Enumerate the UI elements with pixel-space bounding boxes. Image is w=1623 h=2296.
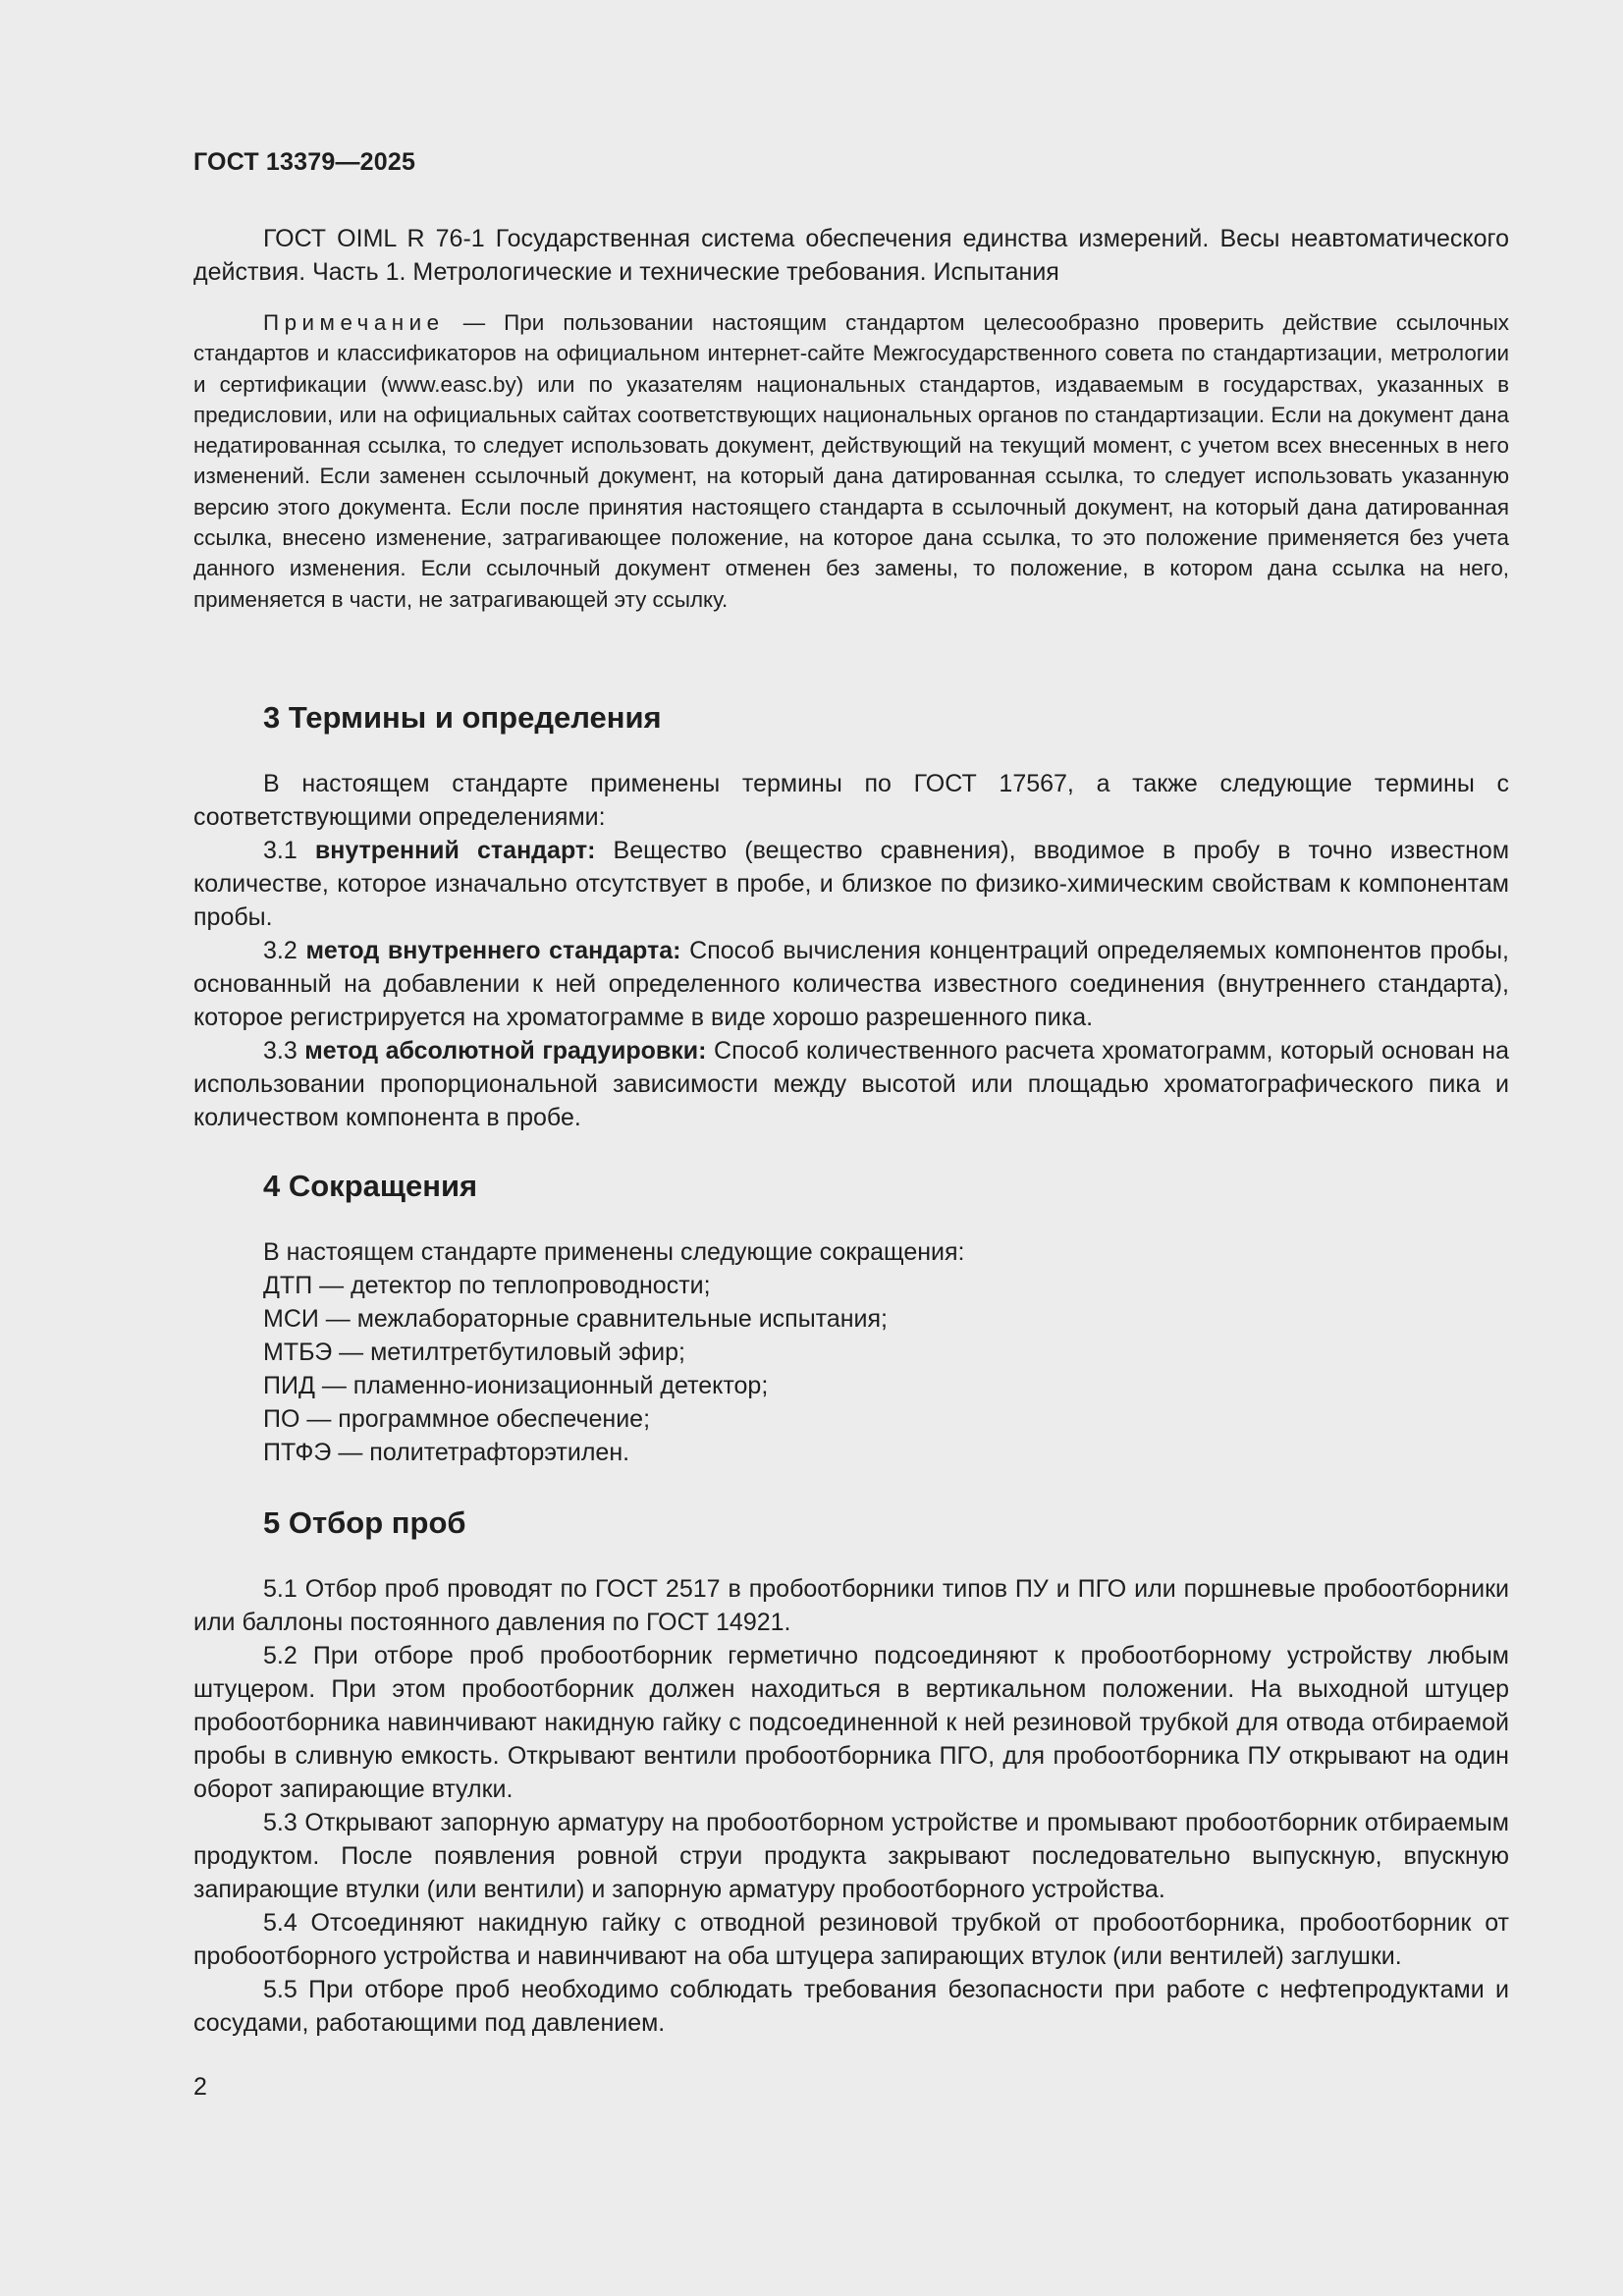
section-5-title: 5 Отбор проб — [263, 1505, 466, 1540]
note-label: Примечание — [263, 310, 445, 335]
abbreviation-item: ПО — программное обеспечение; — [263, 1405, 651, 1433]
page-number: 2 — [193, 2073, 207, 2101]
term-definition — [193, 834, 1509, 934]
clause-paragraph: 5.3 Открывают запорную арматуру на пробоотборном устройстве и промывают пробоотборник отбираемым продуктом. После появления ровной струи продукта закрывают последовательно выпускную, впускную запирающие втулки (или вентили) и запорную арматуру пробоотборного устройства. — [193, 1809, 1509, 1903]
section-3-intro: В настоящем стандарте применены термины по ГОСТ 17567, а также следующие термины с соответствующими определениями: — [193, 770, 1509, 831]
abbreviation-item: ПТФЭ — политетрафторэтилен. — [263, 1439, 630, 1466]
term-definition — [193, 1034, 1509, 1134]
document-header: ГОСТ 13379—2025 — [193, 148, 416, 176]
reference-block — [193, 222, 1509, 289]
section-4-title: 4 Сокращения — [263, 1169, 478, 1203]
term-name: метод абсолютной градуировки: — [304, 1037, 707, 1065]
section-4-intro: В настоящем стандарте применены следующие сокращения: — [263, 1238, 965, 1266]
term-text: Вещество (вещество сравнения), вводимое в пробу в точно известном количестве, которое изначально отсутствует в пробе, и близкое по физико-химическим свойствам к компонентам пробы. — [193, 837, 1510, 931]
reference-entry: ГОСТ OIML R 76-1 Государственная система обеспечения единства измерений. Весы неавтоматического действия. Часть 1. Метрологические и технические требования. Испытания — [193, 225, 1509, 286]
section-5 — [193, 1505, 1509, 2040]
section-4 — [193, 1169, 1509, 1469]
note-text: — При пользовании настоящим стандартом целесообразно проверить действие ссылочных стандартов и классификаторов на официальном интернет-сайте Межгосударственного совета по стандартизации, метрологии и сертификации (www.easc.by) или по указателям национальных стандартов, издаваемым в государствах, указанных в предисловии, или на официальных сайтах соответствующих национальных органов по стандартизации. Если на документ дана недатированная ссылка, то следует использовать документ, действующий на текущий момент, с учетом всех внесенных в него изменений. Если заменен ссылочный документ, на который дана датированная ссылка, то следует использовать указанную версию этого документа. Если после принятия настоящего стандарта в ссылочный документ, на который дана датированная ссылка, внесено изменение, затрагивающее положение, на которое дана ссылка, то это положение применяется без учета данного изменения. Если ссылочный документ отменен без замены, то положение, в котором дана ссылка на него, применяется в части, не затрагивающей эту ссылку. — [193, 310, 1509, 612]
section-3 — [193, 700, 1509, 1134]
term-name: внутренний стандарт: — [314, 837, 596, 864]
note-paragraph — [193, 307, 1509, 615]
term-name: метод внутреннего стандарта: — [305, 937, 681, 964]
term-number: 3.2 — [263, 937, 306, 964]
clause-paragraph: 5.4 Отсоединяют накидную гайку с отводной резиновой трубкой от пробоотборника, пробоотборник от пробоотборного устройства и навинчивают на оба штуцера запирающих втулок (или вентилей) заглушки. — [193, 1909, 1509, 1970]
term-definition — [193, 934, 1509, 1034]
clause-paragraph: 5.1 Отбор проб проводят по ГОСТ 2517 в пробоотборники типов ПУ и ПГО или поршневые пробоотборники или баллоны постоянного давления по ГОСТ 14921. — [193, 1575, 1509, 1636]
abbreviation-item: МСИ — межлабораторные сравнительные испытания; — [263, 1305, 888, 1333]
term-number: 3.1 — [263, 837, 315, 864]
abbreviation-item: ДТП — детектор по теплопроводности; — [263, 1272, 711, 1299]
clause-paragraph: 5.5 При отборе проб необходимо соблюдать требования безопасности при работе с нефтепродуктами и сосудами, работающими под давлением. — [193, 1976, 1509, 2037]
term-text: Способ количественного расчета хроматограмм, который основан на использовании пропорциональной зависимости между высотой или площадью хроматографического пика и количеством компонента в пробе. — [193, 1037, 1510, 1131]
abbreviation-item: ПИД — пламенно-ионизационный детектор; — [263, 1372, 769, 1399]
term-number: 3.3 — [263, 1037, 305, 1065]
term-text: Способ вычисления концентраций определяемых компонентов пробы, основанный на добавлении к ней определенного количества известного соединения (внутреннего стандарта), которое регистрируется на хроматограмме в виде хорошо разрешенного пика. — [193, 937, 1510, 1031]
abbreviation-item: МТБЭ — метилтретбутиловый эфир; — [263, 1339, 685, 1366]
clause-paragraph: 5.2 При отборе проб пробоотборник герметично подсоединяют к пробоотборному устройству любым штуцером. При этом пробоотборник должен находиться в вертикальном положении. На выходной штуцер пробоотборника навинчивают накидную гайку с подсоединенной к ней резиновой трубкой для отвода отбираемой пробы в сливную емкость. Открывают вентили пробоотборника ПГО, для пробоотборника ПУ открывают на один оборот запирающие втулки. — [193, 1642, 1509, 1803]
note-block — [193, 307, 1509, 615]
section-3-title: 3 Термины и определения — [263, 700, 662, 735]
